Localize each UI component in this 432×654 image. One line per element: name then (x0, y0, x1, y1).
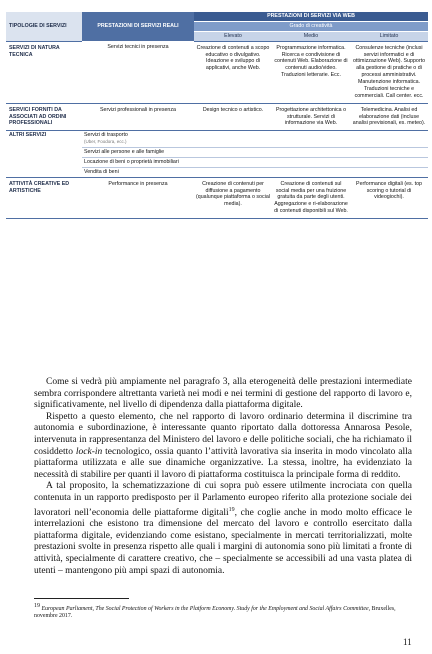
table-row (6, 177, 428, 218)
table-cell: Servizi alle persone e alle famiglie (82, 148, 194, 158)
footnote-number: 19 (34, 603, 40, 609)
paragraph-text: tecnologico, ossia quanto l’attività lavorativa sia inserita in modo vincolato alla piattaforma utilizzata e alle sue dinamiche organizzative. La stessa, inoltre, ha evidenziato la necessità di stabilire per quanti il lavoro di piattaforma costituisca la principale forma di reddito. (34, 446, 412, 480)
table-cell: Telemedicina. Analisi ed elaborazione dati (incluse analisi previsionali, es. meteo). (350, 103, 428, 131)
table-cell: Consulenze tecniche (inclusi servizi informatici e di ottimizzazione Web). Supporto alla gestione di pratiche o di processi amministrativi. Manutenzione informatica. Traduzioni tecniche e commerciali. Call center. ecc. (350, 41, 428, 103)
header-level-medio: Medio (272, 31, 350, 41)
body-text (34, 377, 412, 577)
header-servizi-web: PRESTAZIONI DI SERVIZI VIA WEB (194, 12, 428, 21)
table-cell: Creazione di contenuti sul social media per una fruizione gratuita da parte degli utenti. Aggregazione e ri-elaborazione di contenuti disponibili sul Web. (272, 177, 350, 218)
paragraph-text: A tal proposito, la schematizzazione di cui sopra può essere utilmente incrociata con quella contenuta in un rapporto predisposto per il Parlamento europeo riferito alla protezione sociale dei lavoratori nell’economia delle piattaforme digitali (34, 481, 412, 518)
row-category: ATTIVITÀ CREATIVE ED ARTISTICHE (6, 177, 82, 218)
paragraph-text: Rispetto a questo elemento, che nel rapporto di lavoro ordinario determina il discrimine tra autonomia e subordinazione, è interessante quanto riportato dalla dottoressa Annarosa Pesole, intervenuta in rappresentanza del Ministero del lavoro e delle politiche sociali, che ha richiamato il cosiddetto (34, 411, 412, 457)
row-category: SERVICI FORNITI DA ASSOCIATI AD ORDINI PROFESSIONALI (6, 103, 82, 131)
cell-text: Servizi di trasporto (84, 132, 128, 139)
header-level-elevato: Elevato (194, 31, 272, 41)
services-table (6, 12, 428, 219)
row-category: ALTRI SERVIZI (6, 131, 82, 177)
table-cell: Programmazione informatica. Ricerca e condivisione di contenuti Web. Elaborazione di contenuti audio/video. Traduzioni letterarie. Ecc. (272, 41, 350, 103)
table-cell: Locazione di beni o proprietà immobiliari (82, 157, 194, 167)
table-row (6, 103, 428, 131)
paragraph (34, 481, 412, 577)
table-cell: Creazione di contenuti per diffusione a pagamento (qualunque piattaforma o social media). (194, 177, 272, 218)
header-grado-creativita: Grado di creatività (194, 21, 428, 31)
table-cell: Performance in presenza (82, 177, 194, 218)
row-category: SERVIZI DI NATURA TECNICA (6, 41, 82, 103)
header-tipologie: TIPOLOGIE DI SERVIZI (6, 12, 82, 41)
footnote-citation: European Parliament, The Social Protection of Workers in the Platform Economy. Study for the Employment and Social Affairs Committee (41, 605, 369, 612)
table-cell: Vendita di beni (82, 167, 194, 177)
paragraph (34, 412, 412, 482)
header-servizi-reali: PRESTAZIONI DI SERVIZI REALI (82, 12, 194, 41)
header-level-limitato: Limitato (350, 31, 428, 41)
table-cell: Performance digitali (es. top scoring o tutorial di videogiochi). (350, 177, 428, 218)
table-cell: Servizi tecnici in presenza (82, 41, 194, 103)
table-cell: Creazione di contenuti a scopo educativo o divulgativo. Ideazione e sviluppo di applicativi, anche Web. (194, 41, 272, 103)
page-number: 11 (403, 637, 412, 647)
footnote-text: , Bruxelles, novembre 2017. (34, 605, 396, 620)
table-cell (82, 131, 194, 148)
table-row (6, 131, 428, 148)
table-cell: Progettazione architettonica o strutturale. Servizi di informazione via Web. (272, 103, 350, 131)
paragraph: Come si vedrà più ampiamente nel paragrafo 3, alla eterogeneità delle prestazioni intermediate sembra corrispondere altrettanta varietà nei modi e nei termini di gestione del rapporto di lavoro e, significativamente, nel livello di dipendenza dalla piattaforma digitale. (34, 377, 412, 411)
footnote (34, 603, 412, 621)
italic-term: lock-in (75, 446, 103, 457)
table-row (6, 41, 428, 103)
table-cell: Servizi professionali in presenza (82, 103, 194, 131)
cell-note: (Uber, Foodora, ecc.) (84, 139, 127, 145)
paragraph-text: , che coglie anche in modo molto efficace le interrelazioni che esistono tra dimensione del mercato del lavoro e controllo esercitato dalla piattaforma digitale, evidenziando come esistano, specialmente in mercati territorializzati, molte prestazioni svolte in presenza rispetto alle quali i margini di autonomia sono più limitati a fronte di attività, specialmente di carattere creativo, che – specialmente se accessibili ad una vasta platea di utenti – mantengono più ampi spazi di autonomia. (34, 507, 412, 576)
footnote-ref[interactable]: 19 (228, 506, 235, 513)
footnote-divider (34, 598, 129, 599)
table-cell: Design tecnico o artistico. (194, 103, 272, 131)
